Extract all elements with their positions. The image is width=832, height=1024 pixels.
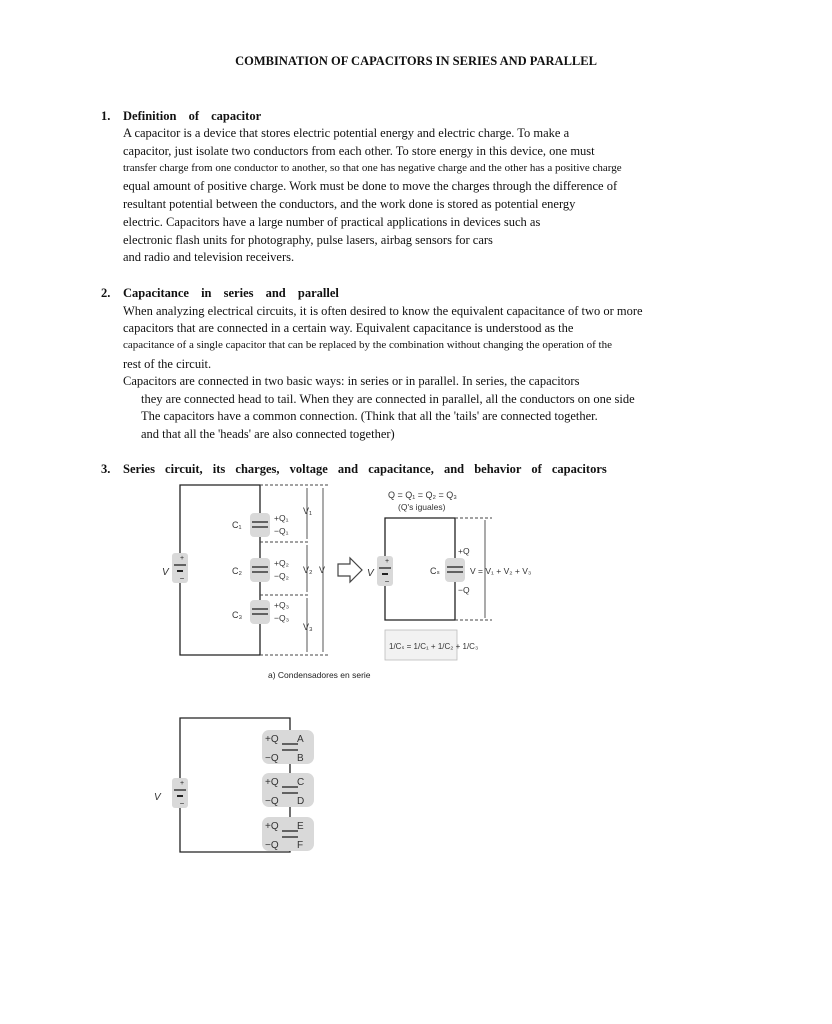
- plates-figure: [140, 710, 340, 875]
- svg-text:+Q: +Q: [265, 821, 279, 832]
- svg-text:−Q: −Q: [265, 796, 279, 807]
- section-1-line: transfer charge from one conductor to another, so that one has negative charge and the other has a positive charge: [123, 162, 622, 174]
- section-2-line: they are connected head to tail. When they are connected in parallel, all the conductors on one side: [141, 392, 635, 406]
- svg-text:−: −: [384, 577, 390, 586]
- svg-text:F: F: [297, 840, 304, 851]
- series-cap-c1: [232, 513, 289, 537]
- svg-text:+: +: [179, 780, 185, 787]
- section-2-line: capacitors that are connected in a certain way. Equivalent capacitance is understood as the: [123, 321, 574, 335]
- svg-text:−: −: [179, 574, 185, 583]
- svg-text:−Q: −Q: [265, 840, 279, 851]
- plate-pair-ef: [262, 817, 314, 851]
- section-1-heading: 1. Definition of capacitor: [101, 109, 262, 123]
- svg-text:+: +: [179, 555, 185, 562]
- section-1-line: capacitor, just isolate two conductors from each other. To store energy in this device, one must: [123, 144, 595, 158]
- svg-text:D: D: [297, 796, 305, 807]
- plate-pair-ab: [262, 730, 314, 764]
- volt-v3: V₃: [303, 622, 313, 632]
- svg-text:A: A: [297, 734, 304, 745]
- section-3-heading: 3. Series circuit, its charges, voltage and capacitance, and behavior of capacitors: [101, 462, 607, 476]
- section-2-line: capacitance of a single capacitor that can be replaced by the combination without changing the operation of the: [123, 339, 612, 351]
- cap-c2-minus: −Q₂: [274, 571, 289, 581]
- section-1-line: electric. Capacitors have a large number of practical applications in devices such as: [123, 215, 541, 229]
- svg-text:B: B: [297, 753, 304, 764]
- cap-c2-label: C₂: [232, 566, 242, 576]
- capacitance-formula: 1/Cₛ = 1/C₁ + 1/C₂ + 1/C₃: [389, 642, 479, 651]
- svg-text:−: −: [179, 799, 185, 808]
- plate-pair-cd: [262, 773, 314, 807]
- section-1-line: equal amount of positive charge. Work must be done to move the charges through the difference of: [123, 179, 618, 193]
- svg-text:E: E: [297, 821, 304, 832]
- svg-text:C: C: [297, 777, 305, 788]
- series-circuit-figure: [140, 480, 532, 685]
- section-1-line: electronic flash units for photography, pulse lasers, airbag sensors for cars: [123, 233, 493, 247]
- section-2-line: The capacitors have a common connection. (Think that all the 'tails' are connected together.: [141, 409, 598, 423]
- equal-charge-eq: Q = Q₁ = Q₂ = Q₃: [388, 490, 457, 500]
- equal-charge-note: (Q's iguales): [398, 502, 446, 512]
- section-1-line: and radio and television receivers.: [123, 250, 295, 264]
- page-title: COMBINATION OF CAPACITORS IN SERIES AND PARALLEL: [235, 54, 597, 68]
- cap-c1-minus: −Q₁: [274, 526, 289, 536]
- volt-total: V: [319, 565, 326, 575]
- svg-text:−Q: −Q: [265, 753, 279, 764]
- series-cap-c2: [232, 558, 289, 582]
- series-cap-c3: [232, 600, 289, 624]
- volt-v1: V₁: [303, 506, 313, 516]
- section-1-line: resultant potential between the conductors, and the work done is stored as potential energy: [123, 197, 576, 211]
- section-2-line: When analyzing electrical circuits, it is often desired to know the equivalent capacitance of two or more: [123, 304, 643, 318]
- svg-text:+Q: +Q: [265, 734, 279, 745]
- svg-text:+: +: [384, 558, 390, 565]
- svg-text:+Q: +Q: [265, 777, 279, 788]
- eq-cap-label: Cₛ: [430, 566, 440, 576]
- cap-c3-plus: +Q₃: [274, 600, 290, 610]
- eq-source-label: V: [367, 568, 374, 579]
- cap-c1-label: C₁: [232, 520, 242, 530]
- eq-cap-plus: +Q: [458, 546, 470, 556]
- transform-arrow-icon: [338, 558, 362, 582]
- cap-c3-minus: −Q₃: [274, 613, 290, 623]
- section-2-line: and that all the 'heads' are also connected together): [141, 427, 395, 441]
- cap-c2-plus: +Q₂: [274, 558, 289, 568]
- figure-caption: a) Condensadores en serie: [268, 670, 371, 680]
- volt-v2: V₂: [303, 565, 313, 575]
- source-label: V: [162, 567, 169, 578]
- section-2-line: rest of the circuit.: [123, 357, 212, 371]
- eq-voltage: V = V₁ + V₂ + V₃: [470, 566, 532, 576]
- cap-c3-label: C₃: [232, 610, 243, 620]
- section-2-heading: 2. Capacitance in series and parallel: [101, 286, 339, 300]
- section-1-line: A capacitor is a device that stores electric potential energy and electric charge. To make a: [123, 126, 570, 140]
- eq-cap-minus: −Q: [458, 585, 470, 595]
- plates-source-label: V: [154, 792, 161, 803]
- section-2-line: Capacitors are connected in two basic ways: in series or in parallel. In series, the capacitors: [123, 374, 580, 388]
- cap-c1-plus: +Q₁: [274, 513, 289, 523]
